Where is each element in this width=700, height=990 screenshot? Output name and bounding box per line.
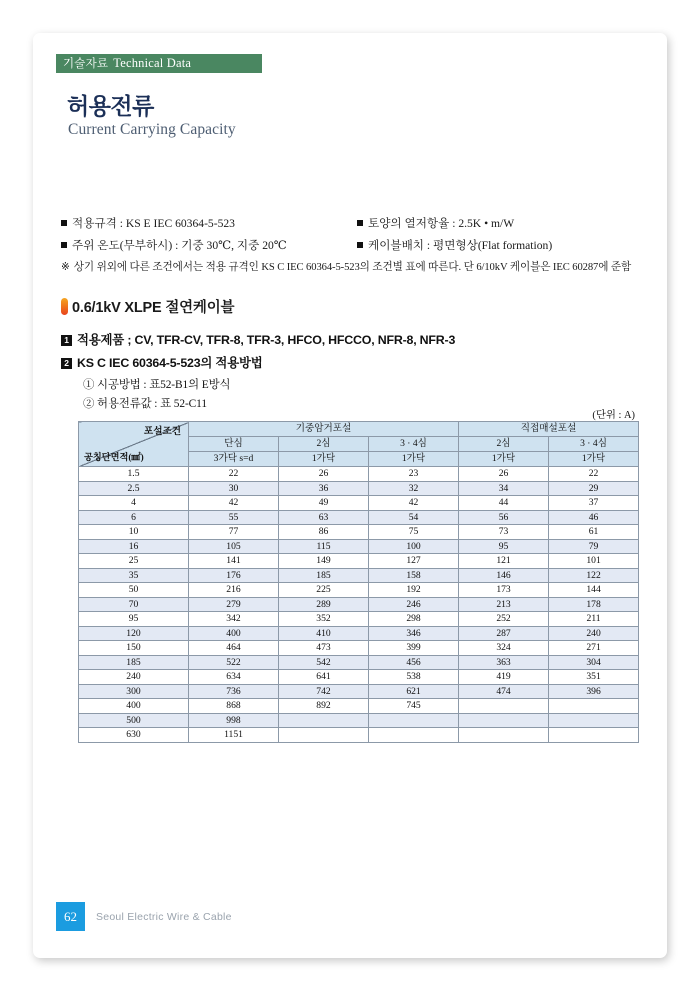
number-badge-1: 1 bbox=[61, 335, 72, 346]
cell-current-value: 26 bbox=[459, 467, 549, 482]
cell-current-value: 146 bbox=[459, 568, 549, 583]
cell-current-value: 342 bbox=[189, 612, 279, 627]
cell-current-value: 192 bbox=[369, 583, 459, 598]
cell-current-value: 42 bbox=[369, 496, 459, 511]
cell-current-value bbox=[459, 713, 549, 728]
cell-current-value: 63 bbox=[279, 510, 369, 525]
cell-current-value: 410 bbox=[279, 626, 369, 641]
spec-row bbox=[61, 215, 653, 231]
corner-label-bottom: 공칭단면적(㎟) bbox=[84, 451, 144, 462]
cell-current-value: 289 bbox=[279, 597, 369, 612]
cell-nominal-area: 25 bbox=[79, 554, 189, 569]
square-bullet-icon bbox=[357, 242, 363, 248]
cell-current-value: 185 bbox=[279, 568, 369, 583]
cell-nominal-area: 1.5 bbox=[79, 467, 189, 482]
cell-current-value: 122 bbox=[549, 568, 639, 583]
cell-current-value: 271 bbox=[549, 641, 639, 656]
cell-current-value: 246 bbox=[369, 597, 459, 612]
cell-nominal-area: 50 bbox=[79, 583, 189, 598]
cell-current-value: 22 bbox=[189, 467, 279, 482]
numbered-item-1 bbox=[61, 330, 621, 348]
cell-current-value: 77 bbox=[189, 525, 279, 540]
square-bullet-icon bbox=[61, 220, 67, 226]
page-sheet bbox=[33, 33, 667, 958]
cell-current-value: 225 bbox=[279, 583, 369, 598]
cell-current-value: 399 bbox=[369, 641, 459, 656]
spec-item bbox=[61, 215, 357, 231]
core-header-3: 2심 bbox=[459, 437, 549, 452]
cell-current-value: 100 bbox=[369, 539, 459, 554]
count-header-3: 1가닥 bbox=[459, 452, 549, 467]
reference-mark-icon: ※ bbox=[61, 262, 70, 273]
cell-current-value: 121 bbox=[459, 554, 549, 569]
cell-current-value bbox=[549, 728, 639, 743]
cell-nominal-area: 500 bbox=[79, 713, 189, 728]
orange-bar-icon bbox=[61, 298, 68, 315]
core-header-2: 3 · 4심 bbox=[369, 437, 459, 452]
cell-current-value: 30 bbox=[189, 481, 279, 496]
cell-nominal-area: 185 bbox=[79, 655, 189, 670]
table-head bbox=[79, 422, 639, 467]
company-name: Seoul Electric Wire & Cable bbox=[96, 910, 232, 923]
cell-nominal-area: 630 bbox=[79, 728, 189, 743]
cell-current-value: 176 bbox=[189, 568, 279, 583]
spec-item bbox=[357, 215, 653, 231]
cell-current-value: 473 bbox=[279, 641, 369, 656]
cell-current-value: 75 bbox=[369, 525, 459, 540]
cell-current-value bbox=[279, 713, 369, 728]
cell-nominal-area: 6 bbox=[79, 510, 189, 525]
cell-current-value: 641 bbox=[279, 670, 369, 685]
cell-current-value: 400 bbox=[189, 626, 279, 641]
count-header-0: 3가닥 s=d bbox=[189, 452, 279, 467]
table-row bbox=[79, 670, 639, 685]
cell-current-value: 868 bbox=[189, 699, 279, 714]
cell-nominal-area: 150 bbox=[79, 641, 189, 656]
table-row bbox=[79, 539, 639, 554]
cell-nominal-area: 4 bbox=[79, 496, 189, 511]
cell-current-value: 742 bbox=[279, 684, 369, 699]
cell-current-value: 351 bbox=[549, 670, 639, 685]
cell-current-value: 213 bbox=[459, 597, 549, 612]
corner-label-top: 포설조건 bbox=[143, 426, 181, 437]
cell-current-value: 86 bbox=[279, 525, 369, 540]
cell-current-value: 44 bbox=[459, 496, 549, 511]
table-row bbox=[79, 554, 639, 569]
cell-current-value: 998 bbox=[189, 713, 279, 728]
spec-note bbox=[61, 259, 653, 274]
spec-item bbox=[61, 237, 357, 253]
cell-nominal-area: 240 bbox=[79, 670, 189, 685]
cell-current-value: 736 bbox=[189, 684, 279, 699]
table-corner-cell bbox=[79, 422, 189, 467]
cell-current-value bbox=[549, 699, 639, 714]
cell-current-value: 304 bbox=[549, 655, 639, 670]
cell-current-value: 363 bbox=[459, 655, 549, 670]
table-row bbox=[79, 481, 639, 496]
table-row bbox=[79, 626, 639, 641]
cell-current-value bbox=[369, 713, 459, 728]
sub-item-1: ① 시공방법 : 표52-B1의 E방식 bbox=[83, 379, 231, 391]
page-footer bbox=[56, 902, 232, 931]
count-header-2: 1가닥 bbox=[369, 452, 459, 467]
cell-current-value: 37 bbox=[549, 496, 639, 511]
cell-current-value: 621 bbox=[369, 684, 459, 699]
cell-current-value: 141 bbox=[189, 554, 279, 569]
table-row bbox=[79, 525, 639, 540]
cell-current-value: 32 bbox=[369, 481, 459, 496]
cell-nominal-area: 10 bbox=[79, 525, 189, 540]
cell-current-value: 396 bbox=[549, 684, 639, 699]
cell-nominal-area: 2.5 bbox=[79, 481, 189, 496]
page-number-badge: 62 bbox=[56, 902, 85, 931]
current-capacity-table-wrapper bbox=[78, 421, 638, 743]
spec-item-text: 주위 온도(무부하시) : 기중 30℃, 지중 20℃ bbox=[72, 239, 287, 252]
cell-current-value: 26 bbox=[279, 467, 369, 482]
sub-item-2: ② 허용전류값 : 표 52-C11 bbox=[83, 398, 207, 410]
cell-nominal-area: 120 bbox=[79, 626, 189, 641]
technical-data-tag bbox=[56, 54, 262, 73]
count-header-4: 1가닥 bbox=[549, 452, 639, 467]
cell-current-value: 240 bbox=[549, 626, 639, 641]
cell-current-value: 56 bbox=[459, 510, 549, 525]
cell-current-value: 745 bbox=[369, 699, 459, 714]
cell-current-value bbox=[549, 713, 639, 728]
numbered-list bbox=[61, 330, 621, 411]
table-row bbox=[79, 583, 639, 598]
cell-current-value: 158 bbox=[369, 568, 459, 583]
numbered-item-2 bbox=[61, 353, 621, 371]
cell-current-value: 298 bbox=[369, 612, 459, 627]
cell-current-value: 456 bbox=[369, 655, 459, 670]
core-header-0: 단심 bbox=[189, 437, 279, 452]
cell-nominal-area: 300 bbox=[79, 684, 189, 699]
cell-current-value: 474 bbox=[459, 684, 549, 699]
cell-current-value: 149 bbox=[279, 554, 369, 569]
cell-current-value: 279 bbox=[189, 597, 279, 612]
cell-current-value: 105 bbox=[189, 539, 279, 554]
cell-nominal-area: 16 bbox=[79, 539, 189, 554]
cell-nominal-area: 400 bbox=[79, 699, 189, 714]
table-body bbox=[79, 467, 639, 743]
cell-nominal-area: 35 bbox=[79, 568, 189, 583]
cell-current-value: 419 bbox=[459, 670, 549, 685]
spec-item-text: 케이블배치 : 평면형상(Flat formation) bbox=[368, 239, 553, 252]
cell-current-value: 79 bbox=[549, 539, 639, 554]
cell-current-value: 29 bbox=[549, 481, 639, 496]
cell-current-value: 34 bbox=[459, 481, 549, 496]
number-badge-2: 2 bbox=[61, 358, 72, 369]
technical-data-tag-en: Technical Data bbox=[113, 56, 192, 70]
cell-current-value: 46 bbox=[549, 510, 639, 525]
table-unit-label: (단위 : A) bbox=[592, 410, 635, 421]
core-header-1: 2심 bbox=[279, 437, 369, 452]
cell-current-value: 54 bbox=[369, 510, 459, 525]
cell-current-value: 144 bbox=[549, 583, 639, 598]
cell-current-value: 324 bbox=[459, 641, 549, 656]
numbered-item-1-text: 적용제품 ; CV, TFR-CV, TFR-8, TFR-3, HFCO, HFCCO, NFR-8, NFR-3 bbox=[77, 333, 456, 347]
group-header-buried: 직접매설포설 bbox=[459, 422, 639, 437]
table-row bbox=[79, 713, 639, 728]
cell-current-value: 55 bbox=[189, 510, 279, 525]
count-header-1: 1가닥 bbox=[279, 452, 369, 467]
page-title-en: Current Carrying Capacity bbox=[68, 121, 236, 138]
table-row bbox=[79, 612, 639, 627]
table-row bbox=[79, 496, 639, 511]
table-row bbox=[79, 510, 639, 525]
cell-current-value: 61 bbox=[549, 525, 639, 540]
table-row bbox=[79, 641, 639, 656]
cell-current-value: 115 bbox=[279, 539, 369, 554]
cell-current-value: 634 bbox=[189, 670, 279, 685]
cell-current-value: 542 bbox=[279, 655, 369, 670]
cell-current-value: 252 bbox=[459, 612, 549, 627]
technical-data-tag-kr: 기술자료 bbox=[63, 58, 109, 70]
cell-current-value: 538 bbox=[369, 670, 459, 685]
spec-item-text: 토양의 열저항율 : 2.5K • m/W bbox=[368, 217, 515, 230]
cell-current-value: 346 bbox=[369, 626, 459, 641]
numbered-item-2-text: KS C IEC 60364-5-523의 적용방법 bbox=[77, 356, 263, 370]
cell-current-value: 23 bbox=[369, 467, 459, 482]
table-row bbox=[79, 568, 639, 583]
cell-current-value: 22 bbox=[549, 467, 639, 482]
core-header-4: 3 · 4심 bbox=[549, 437, 639, 452]
cell-current-value: 49 bbox=[279, 496, 369, 511]
spec-row bbox=[61, 237, 653, 253]
cell-nominal-area: 95 bbox=[79, 612, 189, 627]
group-header-aerial: 기중암거포설 bbox=[189, 422, 459, 437]
cell-current-value: 892 bbox=[279, 699, 369, 714]
table-row bbox=[79, 467, 639, 482]
cell-current-value bbox=[459, 699, 549, 714]
cell-current-value: 352 bbox=[279, 612, 369, 627]
specification-list bbox=[61, 215, 653, 274]
current-capacity-table bbox=[78, 421, 639, 743]
cell-current-value bbox=[369, 728, 459, 743]
cell-current-value: 287 bbox=[459, 626, 549, 641]
cell-current-value: 95 bbox=[459, 539, 549, 554]
cell-current-value: 42 bbox=[189, 496, 279, 511]
section-heading bbox=[61, 296, 234, 317]
square-bullet-icon bbox=[357, 220, 363, 226]
cell-current-value: 73 bbox=[459, 525, 549, 540]
cell-current-value: 211 bbox=[549, 612, 639, 627]
square-bullet-icon bbox=[61, 242, 67, 248]
cell-current-value bbox=[279, 728, 369, 743]
table-row bbox=[79, 684, 639, 699]
section-heading-text: 0.6/1kV XLPE 절연케이블 bbox=[72, 300, 235, 316]
page-title-kr: 허용전류 bbox=[67, 93, 154, 119]
cell-current-value: 178 bbox=[549, 597, 639, 612]
table-row bbox=[79, 655, 639, 670]
cell-current-value: 173 bbox=[459, 583, 549, 598]
cell-current-value: 36 bbox=[279, 481, 369, 496]
cell-current-value: 101 bbox=[549, 554, 639, 569]
spec-item-text: 적용규격 : KS E IEC 60364-5-523 bbox=[72, 217, 235, 230]
table-row bbox=[79, 728, 639, 743]
cell-current-value: 216 bbox=[189, 583, 279, 598]
cell-current-value: 127 bbox=[369, 554, 459, 569]
spec-note-text: 상기 위외에 다른 조건에서는 적용 규격인 KS C IEC 60364-5-523의 조건별 표에 따른다. 단 6/10kV 케이블은 IEC 60287에 준함 bbox=[73, 262, 632, 273]
table-row bbox=[79, 597, 639, 612]
cell-nominal-area: 70 bbox=[79, 597, 189, 612]
cell-current-value bbox=[459, 728, 549, 743]
cell-current-value: 522 bbox=[189, 655, 279, 670]
table-row bbox=[79, 699, 639, 714]
cell-current-value: 1151 bbox=[189, 728, 279, 743]
table-header-row-group bbox=[79, 422, 639, 437]
spec-item bbox=[357, 237, 653, 253]
cell-current-value: 464 bbox=[189, 641, 279, 656]
